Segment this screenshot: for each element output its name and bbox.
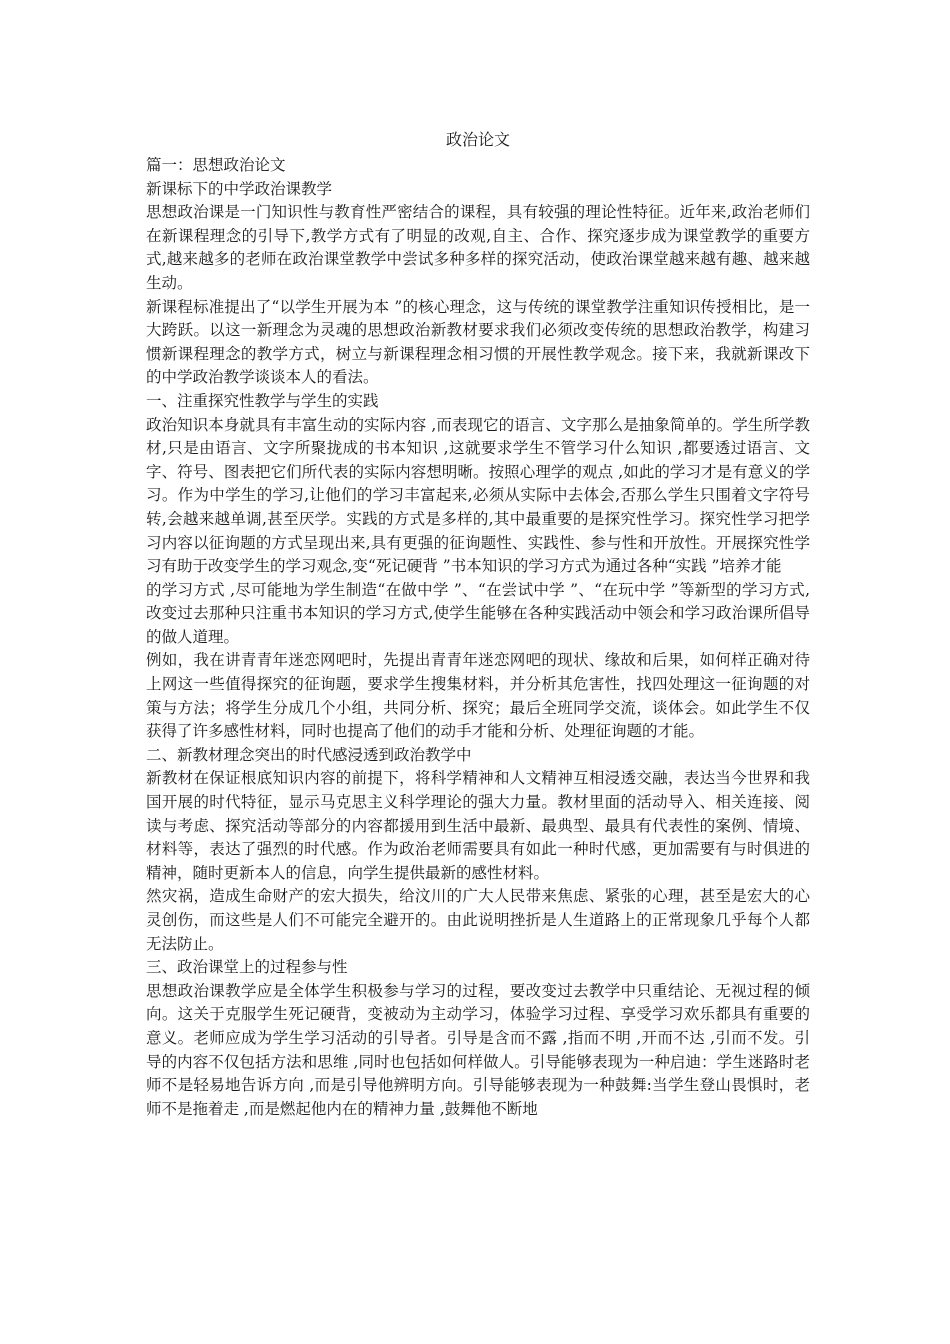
paragraph: 的学习方式 ,尽可能地为学生制造“在做中学 ”、“在尝试中学 ”、“在玩中学 ”等新型的学习方式,改变过去那种只注重书本知识的学习方式,使学生能够在各种实践活动中领会和学习政治课所倡导的做人道理。 [146, 580, 810, 646]
article-heading: 新课标下的中学政治课教学 [146, 179, 333, 198]
paragraph: 思想政治课教学应是全体学生积极参与学习的过程，要改变过去教学中只重结论、无视过程的倾向。这关于克服学生死记硬背，变被动为主动学习，体验学习过程、享受学习欢乐都具有重要的意义。老师应成为学生学习活动的引导者。引导是含而不露 ,指而不明 ,开而不达 ,引而不发。引导的内容不仅包括方法和思维 ,同时也包括如何样做人。引导能够表现为一种启迪：学生迷路时老师不是轻易地告诉方向 ,而是引导他辨明方向。引导能够表现为一种鼓舞:当学生登山畏惧时，老师不是拖着走 ,而是燃起他内在的精神力量 ,鼓舞他不断地 [146, 981, 810, 1118]
paragraph: 思想政治课是一门知识性与教育性严密结合的课程，具有较强的理论性特征。近年来,政治老师们在新课程理念的引导下,教学方式有了明显的改观,自主、合作、探究逐步成为课堂教学的重要方式,越来越多的老师在政治课堂教学中尝试多种多样的探究活动，使政治课堂越来越有趣、越来越生动。 [146, 203, 810, 292]
paragraph: 新教材在保证根底知识内容的前提下，将科学精神和人文精神互相浸透交融，表达当今世界和我国开展的时代特征，显示马克思主义科学理论的强大力量。教材里面的活动导入、相关连接、阅读与考虑、探究活动等部分的内容都援用到生活中最新、最典型、最具有代表性的案例、情境、材料等，表达了强烈的时代感。作为政治老师需要具有如此一种时代感，更加需要有与时俱进的精神，随时更新本人的信息，向学生提供最新的感性材料。 [146, 769, 810, 882]
section-heading: 一、注重探究性教学与学生的实践 [146, 391, 379, 410]
document-title: 政治论文 [445, 130, 510, 149]
section-heading: 三、政治课堂上的过程参与性 [146, 958, 348, 977]
section-heading: 篇一：思想政治论文 [146, 156, 286, 174]
paragraph: 然灾祸，造成生命财产的宏大损失，给汶川的广大人民带来焦虑、紧张的心理，甚至是宏大的心灵创伤，而这些是人们不可能完全避开的。由此说明挫折是人生道路上的正常现象几乎每个人都无法防止。 [146, 887, 810, 953]
paragraph: 例如，我在讲青青年迷恋网吧时，先提出青青年迷恋网吧的现状、缘故和后果，如何样正确对待上网这一些值得探究的征询题，要求学生搜集材料，并分析其危害性，找四处理这一征询题的对策与方法；将学生分成几个小组，共同分析、探究；最后全班同学交流，谈体会。如此学生不仅获得了许多感性材料，同时也提高了他们的动手才能和分析、处理征询题的才能。 [146, 651, 810, 741]
document-body [146, 128, 810, 1121]
paragraph: 政治知识本身就具有丰富生动的实际内容 ,而表现它的语言、文字那么是抽象简单的。学生所学教材,只是由语言、文字所聚拢成的书本知识 ,这就要求学生不管学习什么知识 ,都要透过语言、文字、符号、图表把它们所代表的实际内容想明晰。按照心理学的观点 ,如此的学习才是有意义的学习。作为中学生的学习,让他们的学习丰富起来,必须从实际中去体会,否那么学生只围着文字符号转,会越来越单调,甚至厌学。实践的方式是多样的,其中最重要的是探究性学习。探究性学习把学习内容以征询题的方式呈现出来,具有更强的征询题性、实践性、参与性和开放性。开展探究性学习有助于改变学生的学习观念,变“死记硬背 ”书本知识的学习方式为通过各种“实践 ”培养才能 [146, 415, 810, 576]
paragraph: 新课程标准提出了“以学生开展为本 ”的核心理念，这与传统的课堂教学注重知识传授相比，是一大跨跃。以这一新理念为灵魂的思想政治新教材要求我们必须改变传统的思想政治教学，构建习惯新课程理念的教学方式，树立与新课程理念相习惯的开展性教学观念。接下来，我就新课改下的中学政治教学谈谈本人的看法。 [146, 297, 810, 387]
section-heading: 二、新教材理念突出的时代感浸透到政治教学中 [146, 745, 472, 764]
